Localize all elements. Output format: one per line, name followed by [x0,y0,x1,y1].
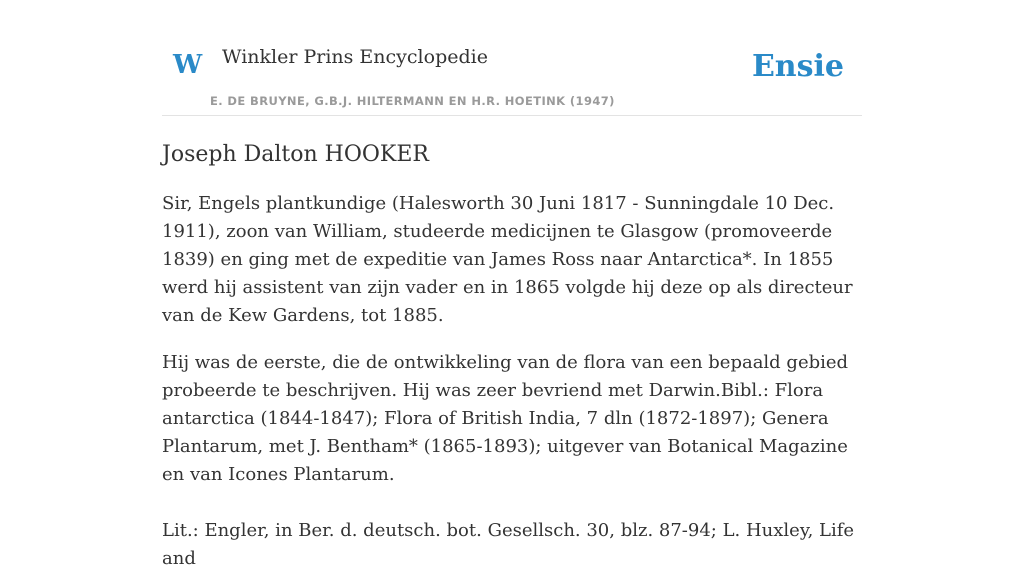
publication-authors: E. DE BRUYNE, G.B.J. HILTERMANN EN H.R. HOETINK (1947) [210,94,615,108]
article-paragraph: Sir, Engels plantkundige (Halesworth 30 Juni 1817 - Sunningdale 10 Dec. 1911), zoon van William, studeerde medicijnen te Glasgow (promoveerde 1839) en ging met de expeditie van James Ross naar Antarctica*. In 1855 werd hij assistent van zijn vader en in 1865 volgde hij deze op als directeur van de Kew Gardens, tot 1885. [162,193,853,327]
page-container [162,0,862,573]
article-paragraph: Hij was de eerste, die de ontwikkeling van de flora van een bepaald gebied probeerde te beschrijven. Hij was zeer bevriend met Darwin.Bibl.: Flora antarctica (1844-1847); Flora of British India, 7 dln (1872-1897); Genera Plantarum, met J. Bentham* (1865-1893); uitgever van Botanical Magazine en van Icones Plantarum. [162,352,849,486]
publication-logo[interactable]: W [173,50,203,80]
brand-logo-link[interactable]: Ensie [751,49,844,84]
publication-title[interactable]: Winkler Prins Encyclopedie [222,46,488,68]
article-literature: Lit.: Engler, in Ber. d. deutsch. bot. Gesellsch. 30, blz. 87-94; L. Huxley, Life and [162,520,855,570]
article-title: Joseph Dalton HOOKER [162,142,429,167]
site-header [162,0,862,116]
